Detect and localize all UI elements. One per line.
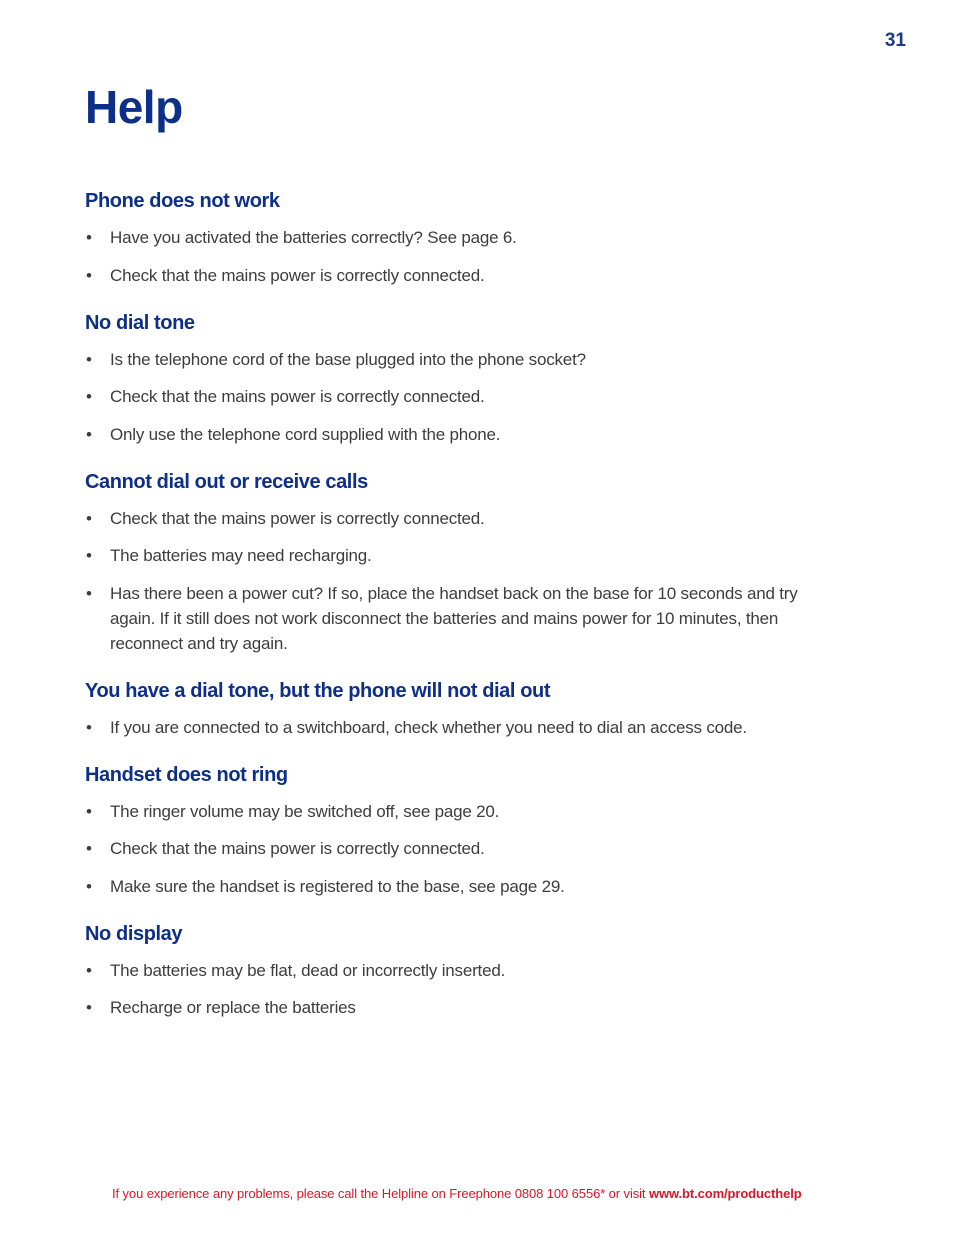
help-section — [85, 308, 845, 447]
footer-helpline — [112, 1186, 802, 1201]
list-item-text: The ringer volume may be switched off, see page 20. — [110, 801, 500, 821]
section-heading: Phone does not work — [85, 190, 280, 212]
help-section — [85, 186, 845, 288]
list-item — [85, 225, 845, 250]
bullet-icon: • — [86, 424, 92, 444]
section-heading: No dial tone — [85, 311, 195, 334]
list-item-text: If you are connected to a switchboard, check whether you need to dial an access code. — [110, 717, 747, 737]
bullet-icon: • — [86, 839, 92, 858]
bullet-icon: • — [86, 998, 92, 1017]
list-item-text: Is the telephone cord of the base plugged into the phone socket? — [110, 349, 586, 369]
list-item — [85, 799, 845, 824]
bullet-icon: • — [86, 801, 92, 821]
list-item-text: Only use the telephone cord supplied with the phone. — [110, 424, 501, 444]
list-item-text: Has there been a power cut? If so, place the handset back on the base for 10 seconds and try again. If it still does not work disconnect the batteries and mains power for 10 minutes, then reconnect and try again. — [110, 583, 798, 653]
list-item — [85, 263, 845, 288]
list-item-text: The batteries may need recharging. — [110, 546, 372, 565]
bullet-icon: • — [86, 387, 92, 406]
list-item-text: Check that the mains power is correctly connected. — [110, 508, 485, 528]
list-item — [85, 958, 845, 983]
bullet-list — [85, 506, 845, 656]
bullet-list — [85, 715, 845, 740]
help-content — [85, 186, 845, 1040]
list-item — [85, 384, 845, 409]
section-heading: No display — [85, 922, 183, 945]
bullet-icon: • — [86, 960, 92, 980]
list-item — [85, 581, 845, 656]
list-item — [85, 543, 845, 568]
help-section — [85, 467, 845, 656]
bullet-list — [85, 347, 845, 447]
list-item — [85, 347, 845, 372]
help-section — [85, 760, 845, 899]
help-section — [85, 676, 845, 740]
list-item — [85, 836, 845, 861]
bullet-icon: • — [86, 583, 92, 603]
bullet-list — [85, 225, 845, 288]
list-item — [85, 422, 845, 447]
bullet-icon: • — [86, 228, 92, 247]
footer-link[interactable]: www.bt.com/producthelp — [648, 1186, 802, 1201]
page-number: 31 — [884, 30, 906, 51]
list-item-text: The batteries may be flat, dead or incorrectly inserted. — [110, 960, 506, 980]
section-heading: Handset does not ring — [85, 763, 288, 786]
section-heading: You have a dial tone, but the phone will not dial out — [85, 679, 551, 702]
list-item — [85, 506, 845, 531]
bullet-icon: • — [86, 508, 92, 528]
list-item-text: Check that the mains power is correctly connected. — [110, 265, 485, 285]
bullet-list — [85, 799, 845, 899]
bullet-list — [85, 958, 845, 1021]
list-item — [85, 874, 845, 899]
footer-text: If you experience any problems, please call the Helpline on Freephone 0808 100 6556* or visit — [112, 1186, 649, 1201]
bullet-icon: • — [86, 546, 92, 565]
list-item-text: Make sure the handset is registered to the base, see page 29. — [110, 876, 565, 896]
list-item — [85, 715, 845, 740]
page-title: Help — [85, 81, 183, 133]
bullet-icon: • — [86, 876, 92, 896]
bullet-icon: • — [86, 717, 92, 737]
list-item-text: Check that the mains power is correctly connected. — [110, 839, 485, 858]
list-item-text: Have you activated the batteries correctly? See page 6. — [110, 228, 517, 247]
list-item-text: Check that the mains power is correctly connected. — [110, 387, 485, 406]
help-section — [85, 919, 845, 1021]
list-item — [85, 995, 845, 1020]
bullet-icon: • — [86, 265, 92, 285]
bullet-icon: • — [86, 349, 92, 369]
section-heading: Cannot dial out or receive calls — [85, 470, 368, 493]
list-item-text: Recharge or replace the batteries — [110, 998, 356, 1017]
